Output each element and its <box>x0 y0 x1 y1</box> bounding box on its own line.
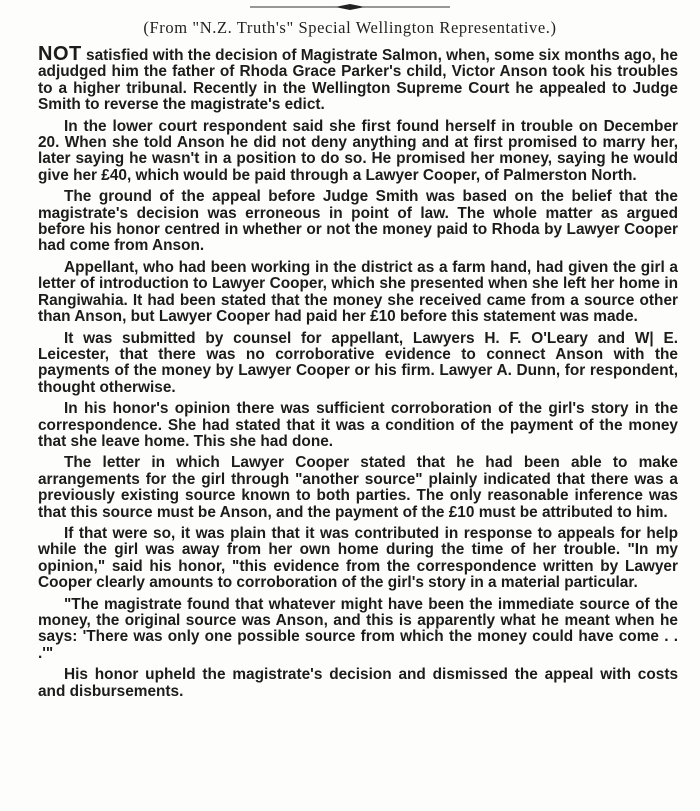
paragraph-text: satisfied with the decision of Magistrate Salmon, when, some six months ago, he adjudged him the father of Rhoda Grace Parker's child, Victor Anson took his troubles to a higher tribunal. Recently in the Wellington Supreme Court he appealed to Judge Smith to reverse the magistrate's edict. <box>38 47 678 114</box>
article-paragraph-4: Appellant, who had been working in the district as a farm hand, had given the girl a letter of introduction to Lawyer Cooper, which she presented when she left her home in Rangiwahia. It had been stated that the money she received came from a source other than Anson, but Lawyer Cooper had paid her £10 before this statement was made. <box>38 258 678 326</box>
article-paragraph-8: If that were so, it was plain that it was contributed in response to appeals for help while the girl was away from her own home during the time of her trouble. "In my opinion," said his honor, "this evidence from the correspondence written by Lawyer Cooper clearly amounts to corroboration of the girl's story in a material particular. <box>38 524 678 592</box>
article-paragraph-3: The ground of the appeal before Judge Smith was based on the belief that the magistrate's decision was erroneous in point of law. The whole matter as argued before his honor centred in whether or not the money paid to Rhoda by Lawyer Cooper had come from Anson. <box>38 188 678 255</box>
article-paragraph-1 <box>38 43 678 114</box>
article-paragraph-10: His honor upheld the magistrate's decision and dismissed the appeal with costs and disbursements. <box>38 666 678 700</box>
ornamental-rule-icon <box>0 4 700 10</box>
lead-cap: NOT <box>38 43 82 65</box>
dateline: (From "N.Z. Truth's" Special Wellington Representative.) <box>143 18 557 37</box>
article-paragraph-6: In his honor's opinion there was sufficient corroboration of the girl's story in the correspondence. She had stated that it was a condition of the payment of the money that she leave home. This she had done. <box>38 400 678 450</box>
ornamental-rule <box>0 4 700 10</box>
article-paragraph-9: "The magistrate found that whatever might have been the immediate source of the money, the original source was Anson, and this is apparently what he meant when he says: 'There was only one possible source from which the money could have come . . .'" <box>38 595 678 662</box>
article-paragraph-7: The letter in which Lawyer Cooper stated that he had been able to make arrangements for the girl through "another source" plainly indicated that there was a previously existing source known to both parties. The only reasonable inference was that this source must be Anson, and the payment of the £10 must be attributed to him. <box>38 454 678 521</box>
article-paragraph-5: It was submitted by counsel for appellant, Lawyers H. F. O'Leary and W| E. Leicester, that there was no corroborative evidence to connect Anson with the payments of the money by Lawyer Cooper or his firm. Lawyer A. Dunn, for respondent, thought otherwise. <box>38 329 678 396</box>
article-body <box>38 43 678 705</box>
article-paragraph-2: In the lower court respondent said she first found herself in trouble on December 20. When she told Anson he did not deny anything and at first promised to marry her, later saying he wasn't in a position to do so. He promised her money, saying he would give her £40, which would be paid through a Lawyer Cooper, of Palmerston North. <box>38 117 678 184</box>
